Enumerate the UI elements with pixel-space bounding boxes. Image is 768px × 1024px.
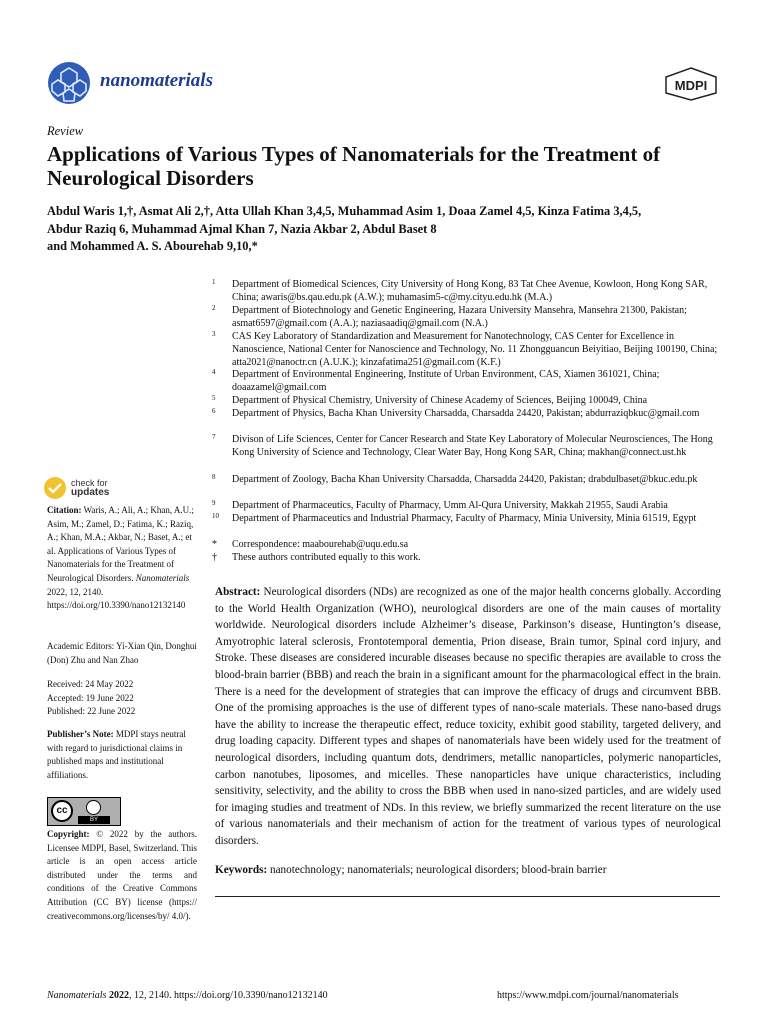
- dates: [47, 678, 197, 719]
- divider: [215, 896, 720, 897]
- affiliation-number: 8: [212, 473, 216, 481]
- affiliation-number: 7: [212, 433, 216, 441]
- article-type: Review: [47, 124, 84, 138]
- received-date: Received: 24 May 2022: [47, 679, 134, 689]
- author-list: [47, 203, 727, 256]
- affiliation-number: 4: [212, 368, 216, 376]
- author-line: Abdur Raziq 6, Muhammad Ajmal Khan 7, Nazia Akbar 2, Abdul Baset 8: [47, 221, 437, 236]
- affiliation: [212, 330, 722, 369]
- affiliation-text: Department of Biomedical Sciences, City University of Hong Kong, 83 Tat Chee Avenue, Kowloon, Hong Kong SAR, China; awaris@bs.qau.edu.pk (A.W.); muhamasim5-c@my.cityu.edu.hk (M.A.): [232, 279, 708, 303]
- citation-label: Citation:: [47, 505, 82, 515]
- affiliation-text: Department of Biotechnology and Genetic Engineering, Hazara University Mansehra, Mansehra 21300, Pakistan; asmat6597@gmail.com (A.A.); naziasaadiq@gmail.com (N.A.): [232, 305, 687, 329]
- footer-journal-url[interactable]: https://www.mdpi.com/journal/nanomaterials: [497, 990, 679, 1001]
- affiliation-symbol: †: [212, 552, 217, 563]
- publisher-note-label: Publisher’s Note:: [47, 729, 114, 739]
- cc-by-license-badge[interactable]: [47, 797, 121, 826]
- academic-editors: Academic Editors: Yi-Xian Qin, Donghui (Don) Zhu and Nan Zhao: [47, 641, 197, 665]
- affiliation-text: Department of Zoology, Bacha Khan University Charsadda, Charsadda 24420, Pakistan; drabdulbaset@bkuc.edu.pk: [232, 474, 698, 485]
- keywords-text: nanotechnology; nanomaterials; neurological disorders; blood-brain barrier: [270, 864, 607, 876]
- cc-by-label: BY: [78, 816, 110, 824]
- affiliation-text: Department of Physics, Bacha Khan University Charsadda, Charsadda 24420, Pakistan; abdurraziqbkuc@gmail.com: [232, 408, 700, 419]
- affiliation-text: Department of Pharmaceutics, Faculty of Pharmacy, Umm Al-Qura University, Makkah 21955, Saudi Arabia: [232, 500, 668, 511]
- affiliation-number: 1: [212, 278, 216, 286]
- affiliation: [212, 368, 722, 394]
- mdpi-logo-icon: [664, 67, 718, 101]
- mdpi-logo-text: MDPI: [674, 78, 708, 93]
- journal-name: nanomaterials: [100, 70, 213, 91]
- abstract: [215, 584, 721, 850]
- mdpi-logo: [664, 67, 718, 106]
- affiliation-number: 3: [212, 330, 216, 338]
- citation-text: Waris, A.; Ali, A.; Khan, A.U.; Asim, M.; Zamel, D.; Fatima, K.; Raziq, A.; Khan, M.A.; Akbar, N.; Baset, A.; et al. Applications of Various Types of Nanomaterials for the Treatment of Neurological Disorders.: [47, 505, 194, 583]
- cc-icon: cc: [51, 800, 73, 822]
- article-title: Applications of Various Types of Nanomaterials for the Treatment of Neurological Disorders: [47, 142, 661, 190]
- affiliation-text: Divison of Life Sciences, Center for Cancer Research and State Key Laboratory of Molecular Neurosciences, The Hong Kong University of Science and Technology, Clear Water Bay, Hong Kong SAR, China; makhan@connect.ust.hk: [232, 434, 713, 458]
- affiliation: [212, 394, 722, 407]
- check-for-updates-badge[interactable]: [43, 476, 109, 500]
- copyright-text: © 2022 by the authors. Licensee MDPI, Basel, Switzerland. This article is an open access article distributed under the terms and conditions of the Creative Commons Attribution (CC BY) license (https:// creativecommons.org/licenses/by/ 4.0/).: [47, 829, 198, 921]
- affiliation-number: 6: [212, 407, 216, 415]
- citation-doi[interactable]: 2022, 12, 2140. https://doi.org/10.3390/nano12132140: [47, 586, 186, 611]
- footer-doi[interactable]: , 12, 2140. https://doi.org/10.3390/nano12132140: [128, 990, 328, 1001]
- affiliation-text: Department of Physical Chemistry, University of Chinese Academy of Sciences, Beijing 100049, China: [232, 395, 648, 406]
- footer-year: 2022: [108, 990, 129, 1001]
- abstract-text: Neurological disorders (NDs) are recognized as one of the major health concerns globally. According to the World Health Organization (WHO), neurological disorders are one of the main causes of mortality worldwide. Neurological disorders include Alzheimer’s disease, Parkinson’s disease, Huntington’s disease, Amyotrophic lateral sclerosis, Frontotemporal dementia, Prion disease, Brain tumor, Spinal cord injury, and Stroke. These diseases are considered incurable diseases because no specific therapies are available to cross the blood-brain barrier (BBB) and reach the brain in a significant amount for the pharmacological effect in the brain. There is a need for the development of strategies that can improve the efficacy of drugs and circumvent BBB. One of the promising approaches is the use of different types of nano-scale materials. These nano-based drugs have the ability to increase the therapeutic effect, reduce toxicity, exhibit good stability, targeted delivery, and drug loading capacity. Different types and shapes of nanomaterials have been widely used for the treatment of neurological disorders, including quantum dots, dendrimers, metallic nanoparticles, polymeric nanoparticles, carbon nanotubes, liposomes, and micelles. These nanoparticles have unique characteristics, including sensitivity, selectivity, and the ability to cross the BBB when used in nano-sized particles, and are widely used for imaging studies and treatment of NDs. In this review, we briefly summarized the recent literature on the use of various nanomaterials and their mechanism of action for the treatment of various types of neurological disorders.: [215, 586, 722, 847]
- affiliation-correspondence: [212, 538, 722, 551]
- accepted-date: Accepted: 19 June 2022: [47, 692, 134, 703]
- affiliation: [212, 278, 722, 304]
- affiliation: [212, 473, 722, 486]
- footer-citation: [47, 990, 328, 1001]
- published-date: Published: 22 June 2022: [47, 706, 136, 717]
- journal-logo-icon: [46, 60, 92, 106]
- affiliation-number: 9: [212, 499, 216, 507]
- updates-label: updates: [71, 487, 110, 498]
- keywords: [215, 864, 721, 876]
- affiliation-text: Correspondence: maabourehab@uqu.edu.sa: [232, 539, 409, 550]
- citation-block: [47, 504, 197, 613]
- author-line: Abdul Waris 1,†, Asmat Ali 2,†, Atta Ullah Khan 3,4,5, Muhammad Asim 1, Doaa Zamel 4,5, Kinza Fatima 3,4,5,: [47, 204, 642, 218]
- affiliation: [212, 499, 722, 512]
- abstract-label: Abstract:: [215, 586, 261, 598]
- affiliation: [212, 304, 722, 330]
- check-label: check for: [71, 478, 108, 488]
- affiliation-number: 5: [212, 394, 216, 402]
- publisher-note-text: MDPI stays neutral with regard to jurisdictional claims in published maps and institutional affiliations.: [47, 729, 186, 780]
- footer-journal: Nanomaterials: [47, 990, 107, 1001]
- affiliation-text: These authors contributed equally to this work.: [232, 552, 421, 563]
- affiliation: [212, 512, 722, 525]
- copyright-block: [47, 828, 197, 923]
- publisher-note: [47, 728, 197, 782]
- check-updates-icon: [43, 476, 67, 500]
- affiliation-number: 10: [212, 512, 219, 520]
- affiliation: [212, 407, 722, 420]
- affiliation-text: Department of Pharmaceutics and Industrial Pharmacy, Faculty of Pharmacy, Minia University, Minia 61519, Egypt: [232, 513, 697, 524]
- author-line: and Mohammed A. S. Abourehab 9,10,*: [47, 239, 258, 253]
- keywords-label: Keywords:: [215, 864, 268, 876]
- attribution-icon: [86, 800, 101, 815]
- affiliation-symbol: *: [212, 539, 217, 550]
- affiliation: [212, 433, 722, 459]
- citation-journal: Nanomaterials: [135, 572, 190, 583]
- affiliation-text: CAS Key Laboratory of Standardization and Measurement for Nanotechnology, CAS Center for Excellence in Nanoscience, National Center for Nanoscience and Technology, No. 11 Zhongguancun Beiyitiao, Beijing 100190, China; atta2021@nanoctr.cn (A.U.K.); kinzafatima251@gmail.com (K.F.): [232, 331, 718, 368]
- affiliation-number: 2: [212, 304, 216, 312]
- affiliation-text: Department of Environmental Engineering, Institute of Urban Environment, CAS, Xiamen 361021, China; doaazamel@gmail.com: [232, 369, 660, 393]
- affiliation-equal-contrib: [212, 551, 722, 564]
- copyright-label: Copyright:: [47, 829, 90, 839]
